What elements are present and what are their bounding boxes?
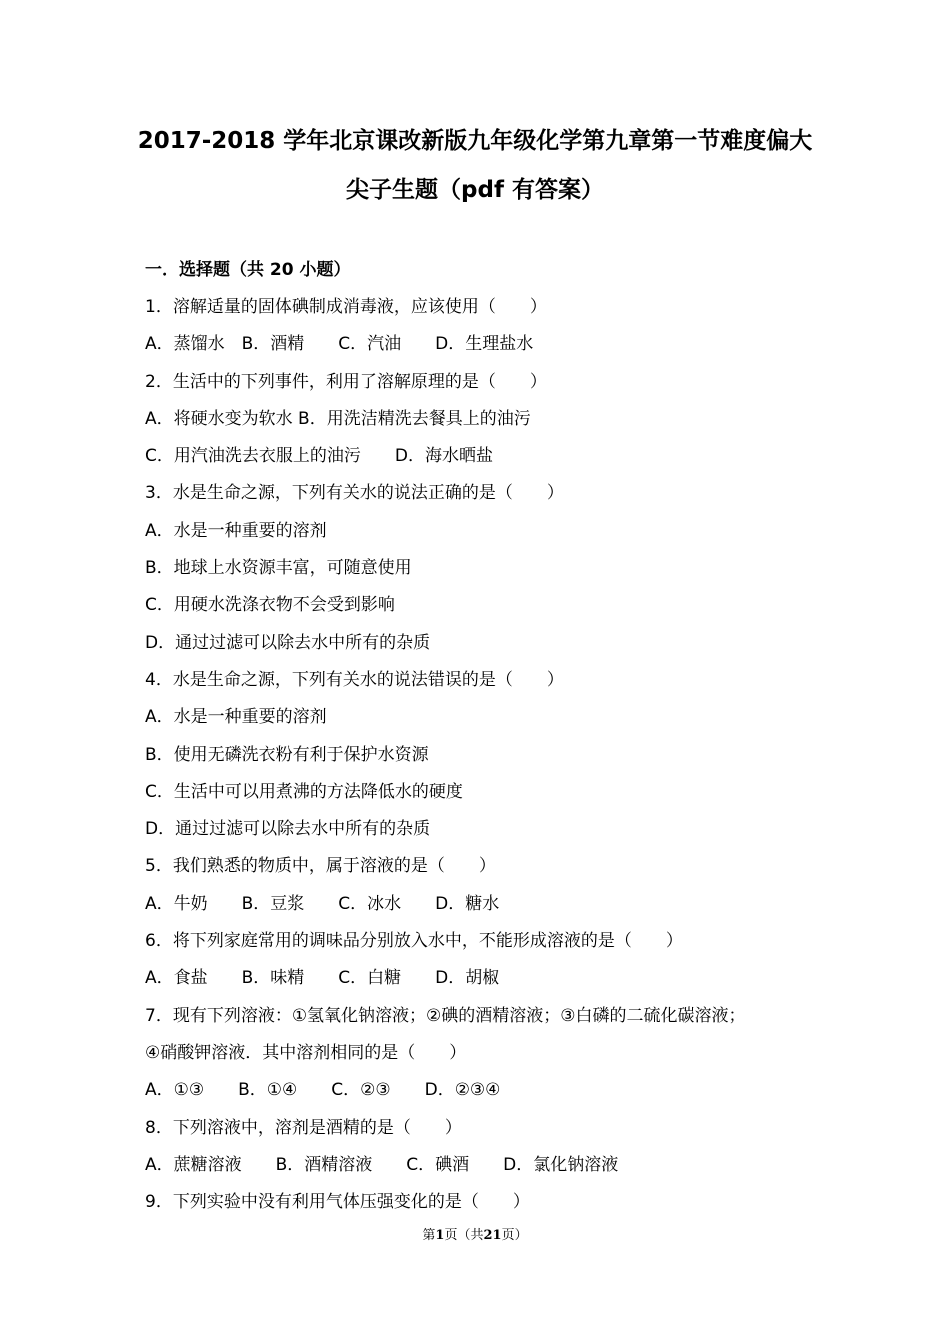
page-footer xyxy=(0,1227,950,1245)
text-line: 2．生活中的下列事件，利用了溶解原理的是（ ） xyxy=(145,371,547,392)
section-heading: 一．选择题（共 20 小题） xyxy=(145,260,351,280)
document-title-line-1: 2017-2018 学年北京课改新版九年级化学第九章第一节难度偏大 xyxy=(137,128,813,154)
text-line: A．蔗糖溶液 B．酒精溶液 C．碘酒 D．氯化钠溶液 xyxy=(145,1154,619,1175)
text-line: A．水是一种重要的溶剂 xyxy=(145,520,327,541)
text-line: A．①③ B．①④ C．②③ D．②③④ xyxy=(145,1080,501,1101)
text-line: A．蒸馏水 B．酒精 C．汽油 D．生理盐水 xyxy=(145,334,534,355)
text-line: A．将硬水变为软水 B．用洗洁精洗去餐具上的油污 xyxy=(145,408,531,429)
text-line: B．使用无磷洗衣粉有利于保护水资源 xyxy=(145,744,429,765)
text-line: A．水是一种重要的溶剂 xyxy=(145,707,327,728)
footer-prefix: 第 xyxy=(422,1228,436,1243)
text-line: A．食盐 B．味精 C．白糖 D．胡椒 xyxy=(145,968,500,989)
footer-suffix: 页） xyxy=(501,1228,528,1243)
text-line: A．牛奶 B．豆浆 C．冰水 D．糖水 xyxy=(145,893,500,914)
document-title-line-2: 尖子生题（pdf 有答案） xyxy=(346,177,604,203)
text-line: 7．现有下列溶液：①氢氧化钠溶液；②碘的酒精溶液；③白磷的二硫化碳溶液； xyxy=(145,1005,746,1026)
text-line: 5．我们熟悉的物质中，属于溶液的是（ ） xyxy=(145,856,496,877)
footer-mid: 页（共 xyxy=(444,1228,484,1243)
footer-total-pages: 21 xyxy=(483,1228,502,1243)
text-line: C．生活中可以用煮沸的方法降低水的硬度 xyxy=(145,781,463,802)
text-line: 3．水是生命之源，下列有关水的说法正确的是（ ） xyxy=(145,483,564,504)
question-list xyxy=(145,295,825,1227)
text-line: 8．下列溶液中，溶剂是酒精的是（ ） xyxy=(145,1117,462,1138)
text-line: C．用硬水洗涤衣物不会受到影响 xyxy=(145,595,395,616)
text-line: 4．水是生命之源，下列有关水的说法错误的是（ ） xyxy=(145,669,564,690)
text-line: C．用汽油洗去衣服上的油污 D．海水晒盐 xyxy=(145,446,493,467)
text-line: 1．溶解适量的固体碘制成消毒液，应该使用（ ） xyxy=(145,297,547,317)
text-line: B．地球上水资源丰富，可随意使用 xyxy=(145,558,412,579)
footer-page-number: 1 xyxy=(435,1228,445,1243)
text-line: 6．将下列家庭常用的调味品分别放入水中，不能形成溶液的是（ ） xyxy=(145,931,683,952)
text-line: 9．下列实验中没有利用气体压强变化的是（ ） xyxy=(145,1192,530,1213)
text-line: ④硝酸钾溶液．其中溶剂相同的是（ ） xyxy=(145,1042,467,1063)
text-line: D．通过过滤可以除去水中所有的杂质 xyxy=(145,819,431,840)
text-line: D．通过过滤可以除去水中所有的杂质 xyxy=(145,632,431,653)
